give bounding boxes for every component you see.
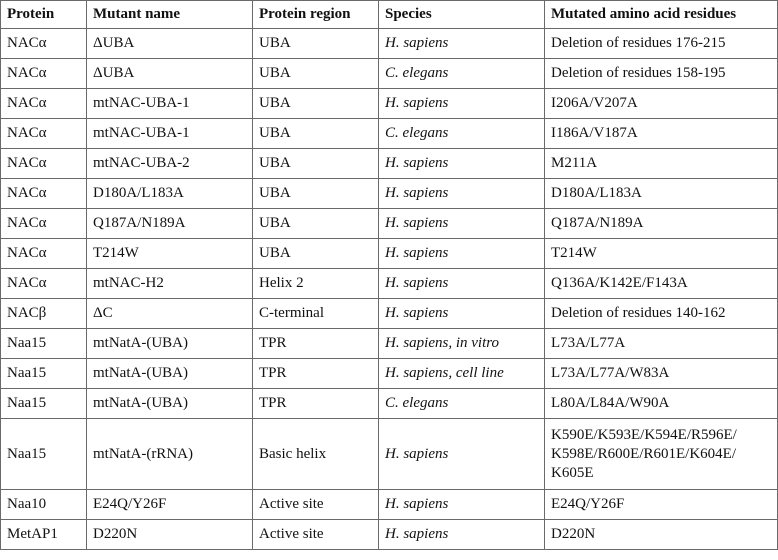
cell-species: C. elegans <box>379 59 545 89</box>
cell-protein: NACα <box>1 209 87 239</box>
cell-species: H. sapiens <box>379 149 545 179</box>
table-row <box>1 329 778 359</box>
table-row <box>1 389 778 419</box>
cell-protein: MetAP1 <box>1 520 87 550</box>
cell-protein: NACα <box>1 149 87 179</box>
cell-protein-region: TPR <box>253 329 379 359</box>
table-row <box>1 520 778 550</box>
header-species: Species <box>379 1 545 29</box>
cell-species: H. sapiens <box>379 239 545 269</box>
cell-protein: Naa15 <box>1 389 87 419</box>
cell-protein: NACα <box>1 119 87 149</box>
header-mutated-residues: Mutated amino acid residues <box>545 1 778 29</box>
cell-mutant-name: ΔUBA <box>87 29 253 59</box>
table-body <box>1 29 778 550</box>
table-row <box>1 209 778 239</box>
cell-species: H. sapiens <box>379 520 545 550</box>
cell-protein: Naa15 <box>1 329 87 359</box>
cell-mutant-name: mtNAC-H2 <box>87 269 253 299</box>
cell-mutated-residues: D220N <box>545 520 778 550</box>
table-row <box>1 29 778 59</box>
cell-protein-region: Active site <box>253 490 379 520</box>
header-protein-region: Protein region <box>253 1 379 29</box>
table-header-row <box>1 1 778 29</box>
cell-mutant-name: D220N <box>87 520 253 550</box>
cell-protein-region: Helix 2 <box>253 269 379 299</box>
cell-mutated-residues: L73A/L77A <box>545 329 778 359</box>
cell-mutated-residues: I206A/V207A <box>545 89 778 119</box>
cell-species: H. sapiens, in vitro <box>379 329 545 359</box>
cell-protein-region: Active site <box>253 520 379 550</box>
cell-mutated-residues: Deletion of residues 158-195 <box>545 59 778 89</box>
cell-mutant-name: D180A/L183A <box>87 179 253 209</box>
cell-protein-region: C-terminal <box>253 299 379 329</box>
cell-mutant-name: mtNatA-(UBA) <box>87 359 253 389</box>
table-row <box>1 269 778 299</box>
cell-mutant-name: ΔUBA <box>87 59 253 89</box>
cell-species: H. sapiens, cell line <box>379 359 545 389</box>
cell-species: H. sapiens <box>379 299 545 329</box>
cell-protein: NACβ <box>1 299 87 329</box>
cell-mutant-name: mtNAC-UBA-2 <box>87 149 253 179</box>
cell-protein-region: UBA <box>253 179 379 209</box>
cell-mutant-name: mtNAC-UBA-1 <box>87 89 253 119</box>
cell-mutated-residues: Deletion of residues 140-162 <box>545 299 778 329</box>
table-row <box>1 179 778 209</box>
table-row <box>1 359 778 389</box>
cell-mutated-residues: D180A/L183A <box>545 179 778 209</box>
cell-protein: NACα <box>1 59 87 89</box>
cell-species: H. sapiens <box>379 209 545 239</box>
cell-mutant-name: T214W <box>87 239 253 269</box>
header-mutant-name: Mutant name <box>87 1 253 29</box>
cell-mutated-residues: L73A/L77A/W83A <box>545 359 778 389</box>
cell-mutant-name: ΔC <box>87 299 253 329</box>
cell-species: H. sapiens <box>379 490 545 520</box>
cell-mutant-name: mtNatA-(UBA) <box>87 389 253 419</box>
cell-species: H. sapiens <box>379 179 545 209</box>
cell-species: H. sapiens <box>379 89 545 119</box>
cell-species: H. sapiens <box>379 419 545 490</box>
cell-mutant-name: mtNatA-(UBA) <box>87 329 253 359</box>
cell-protein-region: UBA <box>253 119 379 149</box>
cell-protein-region: UBA <box>253 29 379 59</box>
cell-protein: NACα <box>1 179 87 209</box>
cell-protein: NACα <box>1 29 87 59</box>
cell-protein-region: TPR <box>253 389 379 419</box>
cell-protein-region: TPR <box>253 359 379 389</box>
table-row <box>1 419 778 490</box>
cell-protein: NACα <box>1 89 87 119</box>
cell-species: C. elegans <box>379 119 545 149</box>
table-row <box>1 119 778 149</box>
cell-protein-region: UBA <box>253 59 379 89</box>
cell-species: H. sapiens <box>379 29 545 59</box>
cell-species: C. elegans <box>379 389 545 419</box>
cell-protein: NACα <box>1 239 87 269</box>
cell-mutant-name: mtNAC-UBA-1 <box>87 119 253 149</box>
table-row <box>1 239 778 269</box>
table-row <box>1 299 778 329</box>
cell-mutant-name: mtNatA-(rRNA) <box>87 419 253 490</box>
cell-protein-region: UBA <box>253 89 379 119</box>
cell-species: H. sapiens <box>379 269 545 299</box>
cell-mutant-name: E24Q/Y26F <box>87 490 253 520</box>
table-row <box>1 89 778 119</box>
table-row <box>1 149 778 179</box>
cell-protein-region: UBA <box>253 239 379 269</box>
cell-protein: NACα <box>1 269 87 299</box>
cell-mutated-residues: Deletion of residues 176-215 <box>545 29 778 59</box>
cell-protein: Naa15 <box>1 359 87 389</box>
cell-mutated-residues: L80A/L84A/W90A <box>545 389 778 419</box>
cell-mutated-residues: I186A/V187A <box>545 119 778 149</box>
header-protein: Protein <box>1 1 87 29</box>
cell-protein-region: UBA <box>253 149 379 179</box>
cell-protein: Naa10 <box>1 490 87 520</box>
table-row <box>1 59 778 89</box>
cell-mutated-residues: K590E/K593E/K594E/R596E/ K598E/R600E/R601E/K604E/ K605E <box>545 419 778 490</box>
cell-protein-region: UBA <box>253 209 379 239</box>
table-row <box>1 490 778 520</box>
cell-mutant-name: Q187A/N189A <box>87 209 253 239</box>
cell-mutated-residues: E24Q/Y26F <box>545 490 778 520</box>
cell-mutated-residues: Q187A/N189A <box>545 209 778 239</box>
cell-mutated-residues: M211A <box>545 149 778 179</box>
cell-mutated-residues: Q136A/K142E/F143A <box>545 269 778 299</box>
cell-protein-region: Basic helix <box>253 419 379 490</box>
cell-protein: Naa15 <box>1 419 87 490</box>
cell-mutated-residues: T214W <box>545 239 778 269</box>
